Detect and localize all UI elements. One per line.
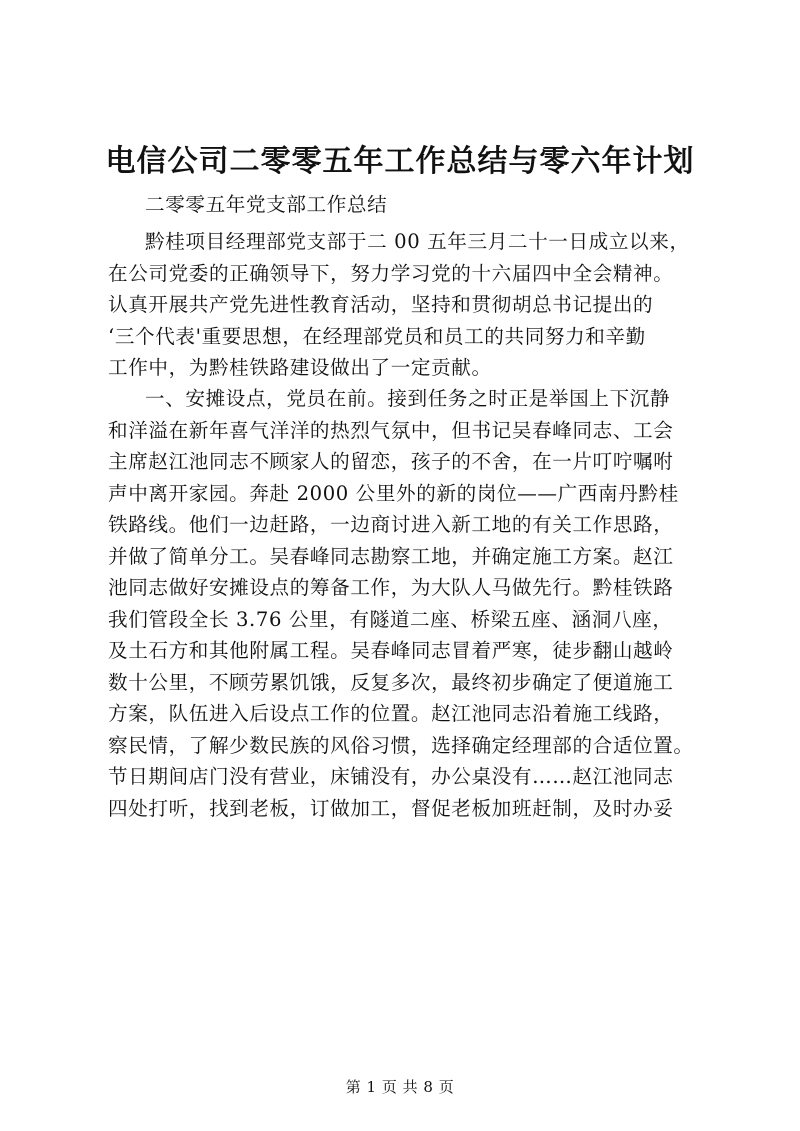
document-title: 电信公司二零零五年工作总结与零六年计划 bbox=[105, 144, 695, 179]
paragraph-line: 一、安摊设点，党员在前。接到任务之时正是举国上下沉静 bbox=[145, 387, 671, 410]
paragraph-section-one bbox=[108, 383, 708, 824]
paragraph-line: 工作中，为黔桂铁路建设做出了一定贡献。 bbox=[108, 356, 492, 379]
paragraph-line: 四处打听，找到老板，订做加工，督促老板加班赶制，及时办妥 bbox=[108, 796, 674, 820]
paragraph-line: 声中离开家园。奔赴 2000 公里外的新的岗位——广西南丹黔桂 bbox=[108, 481, 679, 505]
subtitle-line: 二零零五年党支部工作总结 bbox=[145, 193, 388, 216]
paragraph-line: 并做了简单分工。吴春峰同志勘察工地，并确定施工方案。赵江 bbox=[108, 544, 674, 568]
paragraph-line: 黔桂项目经理部党支部于二 00 五年三月二十一日成立以来， bbox=[145, 230, 690, 253]
paragraph-line: 在公司党委的正确领导下，努力学习党的十六届四中全会精神。 bbox=[108, 261, 674, 285]
paragraph-line: ‘三个代表'重要思想，在经理部党员和员工的共同努力和辛勤 bbox=[108, 324, 646, 348]
paragraph-line: 及土石方和其他附属工程。吴春峰同志冒着严寒，徒步翻山越岭 bbox=[108, 639, 674, 662]
paragraph-line: 认真开展共产党先进性教育活动，坚持和贯彻胡总书记提出的 bbox=[108, 293, 654, 316]
paragraph-intro bbox=[108, 226, 708, 384]
paragraph-line: 我们管段全长 3.76 公里，有隧道二座、桥梁五座、涵洞八座， bbox=[108, 607, 673, 631]
paragraph-line: 主席赵江池同志不顾家人的留恋，孩子的不舍，在一片叮咛嘱咐 bbox=[108, 450, 674, 473]
page-footer: 第 1 页 共 8 页 bbox=[345, 1078, 455, 1096]
paragraph-line: 和洋溢在新年喜气洋洋的热烈气氛中，但书记吴春峰同志、工会 bbox=[108, 418, 674, 442]
paragraph-line: 方案，队伍进入后设点工作的位置。赵江池同志沿着施工线路， bbox=[108, 702, 674, 725]
paragraph-line: 节日期间店门没有营业，床铺没有，办公桌没有……赵江池同志 bbox=[108, 765, 674, 788]
paragraph-line: 池同志做好安摊设点的筹备工作，为大队人马做先行。黔桂铁路 bbox=[108, 576, 674, 599]
paragraph-line: 察民情，了解少数民族的风俗习惯，选择确定经理部的合适位置。 bbox=[108, 733, 694, 757]
paragraph-line: 铁路线。他们一边赶路，一边商讨进入新工地的有关工作思路， bbox=[108, 513, 674, 536]
paragraph-line: 数十公里，不顾劳累饥饿，反复多次，最终初步确定了便道施工 bbox=[108, 670, 674, 694]
section-subtitle bbox=[108, 189, 708, 221]
